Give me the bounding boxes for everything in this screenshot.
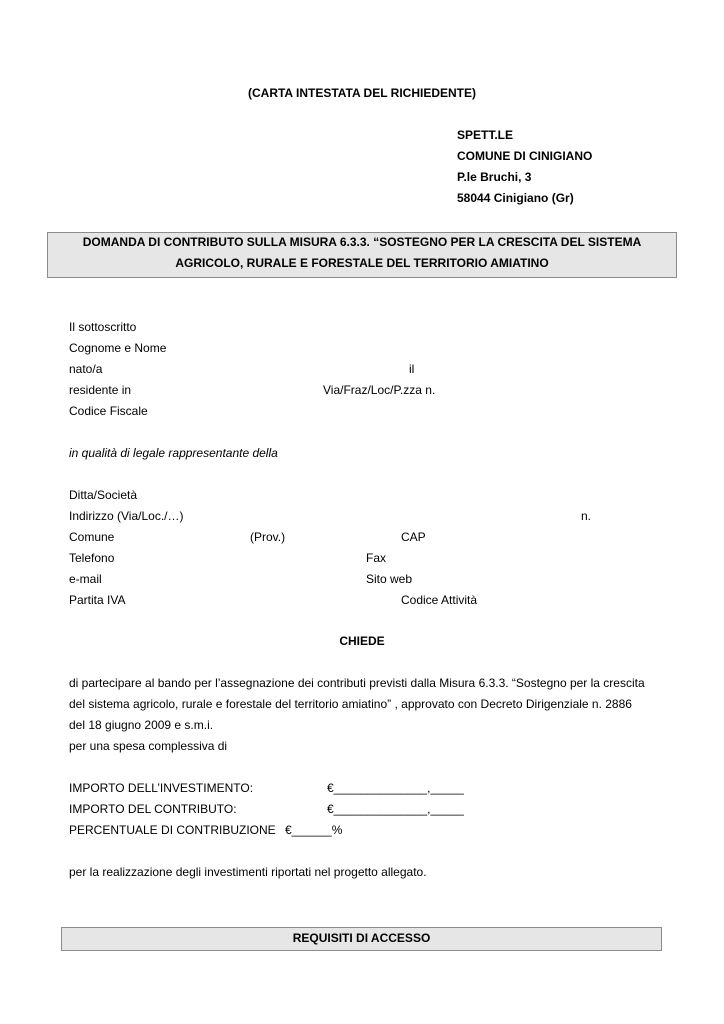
telefono-label: Telefono — [69, 551, 115, 565]
chiede-heading: CHIEDE — [339, 634, 385, 648]
requisiti-heading: REQUISITI DI ACCESSO — [292, 931, 431, 945]
prov-label: (Prov.) — [250, 530, 286, 544]
realizzazione-text: per la realizzazione degli investimenti riportati nel progetto allegato. — [69, 865, 427, 879]
fax-label: Fax — [366, 551, 387, 565]
recipient-line-2: COMUNE DI CINIGIANO — [457, 149, 593, 163]
request-line-2: del sistema agricolo, rurale e forestale del territorio amiatino” , approvato con Decreto Dirigenziale n. 2886 — [69, 697, 632, 711]
request-line-1: di partecipare al bando per l’assegnazione dei contributi previsti dalla Misura 6.3.3. “Sostegno per la crescita — [69, 676, 645, 690]
residente-label: residente in — [69, 383, 132, 397]
title-line-2: AGRICOLO, RURALE E FORESTALE DEL TERRITORIO AMIATINO — [175, 256, 549, 270]
piva-label: Partita IVA — [69, 593, 126, 607]
requisiti-box — [61, 927, 662, 951]
request-line-4: per una spesa complessiva di — [69, 739, 228, 753]
il-label: il — [409, 362, 415, 376]
comune-label: Comune — [69, 530, 115, 544]
title-box — [47, 232, 677, 278]
contributo-field[interactable]: €______________,_____ — [327, 802, 464, 816]
contributo-label: IMPORTO DEL CONTRIBUTO: — [69, 802, 237, 816]
request-line-3: del 18 giugno 2009 e s.m.i. — [69, 718, 214, 732]
qualita-label: in qualità di legale rappresentante della — [69, 446, 278, 460]
indirizzo-label: Indirizzo (Via/Loc./…) — [69, 509, 184, 523]
cognome-nome-label: Cognome e Nome — [69, 341, 167, 355]
cap-label: CAP — [401, 530, 426, 544]
codice-attivita-label: Codice Attività — [401, 593, 478, 607]
via-label: Via/Fraz/Loc/P.zza n. — [323, 383, 436, 397]
indirizzo-n-label: n. — [581, 509, 592, 523]
percentuale-field[interactable]: €______% — [285, 823, 343, 837]
investimento-field[interactable]: €______________,_____ — [327, 781, 464, 795]
percentuale-label: PERCENTUALE DI CONTRIBUZIONE — [69, 823, 276, 837]
sito-label: Sito web — [366, 572, 413, 586]
title-line-1: DOMANDA DI CONTRIBUTO SULLA MISURA 6.3.3. “SOSTEGNO PER LA CRESCITA DEL SISTEMA — [82, 235, 642, 249]
ditta-label: Ditta/Società — [69, 488, 138, 502]
sottoscritto-label: Il sottoscritto — [69, 320, 137, 334]
codice-fiscale-label: Codice Fiscale — [69, 404, 148, 418]
recipient-line-4: 58044 Cinigiano (Gr) — [457, 191, 574, 205]
recipient-line-3: P.le Bruchi, 3 — [457, 170, 532, 184]
email-label: e-mail — [69, 572, 102, 586]
letterhead: (CARTA INTESTATA DEL RICHIEDENTE) — [248, 86, 476, 100]
recipient-line-1: SPETT.LE — [457, 128, 514, 142]
nato-label: nato/a — [69, 362, 103, 376]
investimento-label: IMPORTO DELL’INVESTIMENTO: — [69, 781, 254, 795]
